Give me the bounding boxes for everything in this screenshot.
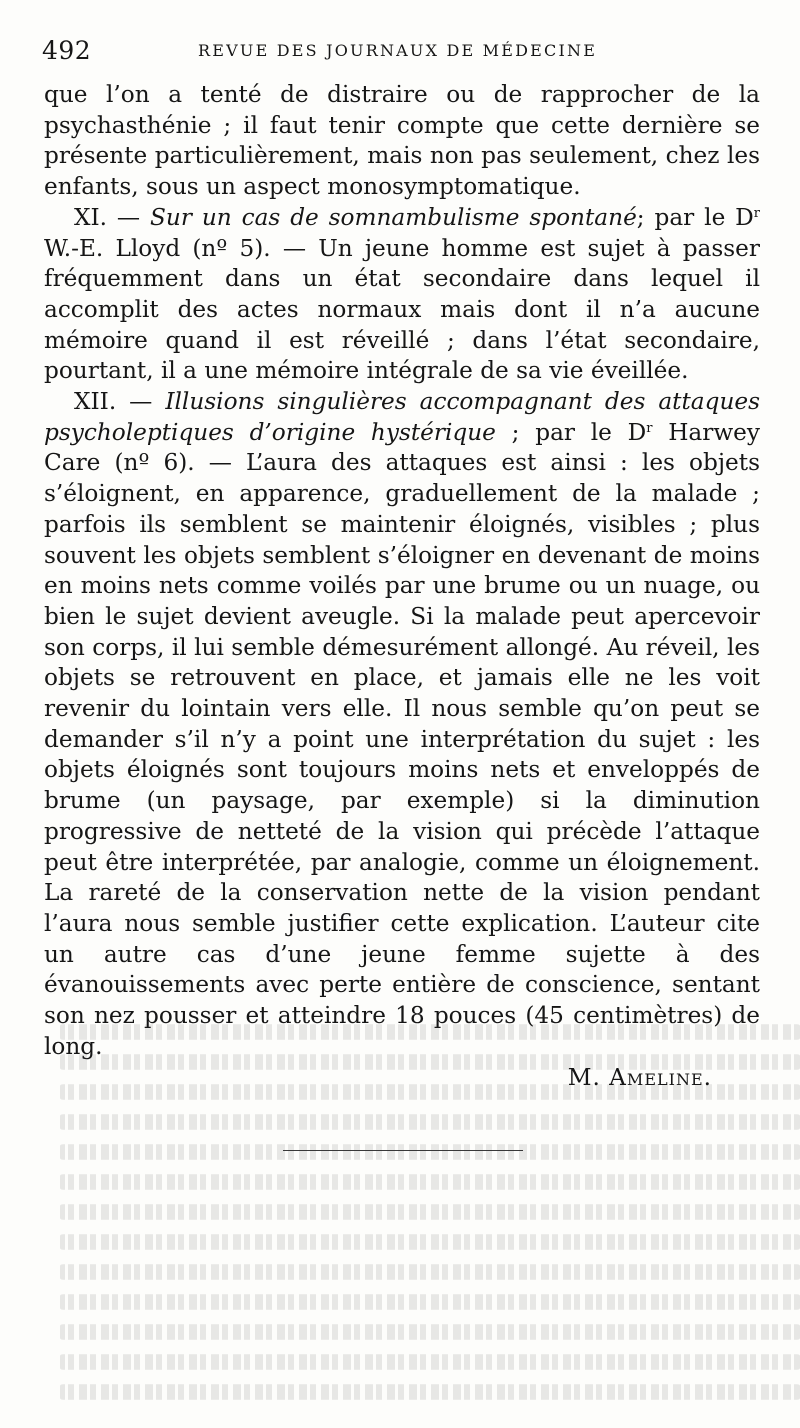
show-through-line: [60, 1294, 800, 1309]
section-title-xii: Illusions singulières accompagnant des attaques psycholeptiques d’origine hystérique: [44, 388, 761, 446]
page-number: 492: [42, 36, 92, 65]
section-text-xii: — L’aura des attaques est ainsi : les objets s’éloignent, en apparence, graduellement de la malade ; parfois ils semblent se maintenir éloignés, visibles ; plus souvent les objets semblent s’éloigner en devenant de moins en moins nets comme voilés par une brume ou un nuage, ou bien le sujet devient aveugle. Si la malade peut apercevoir son corps, il lui semble démesurément allongé. Au réveil, les objets se retrouvent en place, et jamais elle ne les voit revenir du lointain vers elle. Il nous semble qu’on peut se demander s’il n’y a point une interprétation du sujet : les objets éloignés sont toujours moins nets et enveloppés de brume (un paysage, par exemple) si la diminution progressive de netteté de la vision qui précède l’attaque peut être interprétée, par analogie, comme un éloignement. La rareté de la conservation nette de la vision pendant l’aura nous semble justifier cette explication. L’auteur cite un autre cas d’une jeune femme sujette à des évanouissements avec perte entière de conscience, sentant son nez pousser et atteindre 18 pouces (45 centimètres) de long.: [44, 449, 760, 1060]
show-through-line: [60, 1384, 800, 1399]
show-through-line: [60, 1324, 800, 1339]
section-title-xi: Sur un cas de somnambulisme spontané: [150, 203, 637, 231]
show-through-line: [60, 1354, 800, 1369]
section-text-xi: — Un jeune homme est sujet à passer fréquemment dans un état secondaire dans lequel il accomplit des actes normaux mais dont il n’a aucune mémoire quand il est réveillé ; dans l’état secondaire, pourtant, il a une mémoire intégrale de sa vie éveillée.: [44, 234, 760, 385]
show-through-line: [60, 1174, 800, 1189]
show-through-line: [60, 1084, 800, 1099]
section-byline-author-xi: W.-E. Lloyd (nº 5).: [44, 234, 271, 262]
running-head: REVUE DES JOURNAUX DE MÉDECINE: [198, 41, 598, 60]
show-through-line: [60, 1204, 800, 1219]
show-through-line: [60, 1054, 800, 1069]
show-through-line: [60, 1024, 800, 1039]
reverse-side-show-through: [60, 1018, 800, 1418]
paragraph-section-xi: [44, 203, 760, 387]
show-through-line: [60, 1144, 800, 1159]
section-byline-sup-xii: r: [646, 420, 653, 436]
show-through-line: [60, 1114, 800, 1129]
author-signature: M. Ameline.: [567, 1063, 712, 1091]
section-byline-prefix-xii: ; par le D: [495, 418, 647, 446]
section-byline-prefix-xi: ; par le D: [636, 203, 754, 231]
show-through-line: [60, 1234, 800, 1249]
section-number-xi: XI. —: [74, 203, 141, 231]
paragraph-section-xii: [44, 387, 760, 1062]
section-number-xii: XII. —: [74, 388, 153, 416]
section-byline-author-xii: Harwey Care (nº 6).: [44, 418, 761, 477]
paragraph-continuation: que l’on a tenté de distraire ou de rapprocher de la psychasthénie ; il faut tenir compte que cette dernière se présente particulièrement, mais non pas seulement, chez les enfants, sous un aspect monosymptomatique.: [44, 81, 760, 201]
section-byline-sup-xi: r: [753, 205, 760, 221]
show-through-line: [60, 1264, 800, 1279]
article-body: [44, 80, 760, 1093]
page-header: [42, 36, 757, 66]
